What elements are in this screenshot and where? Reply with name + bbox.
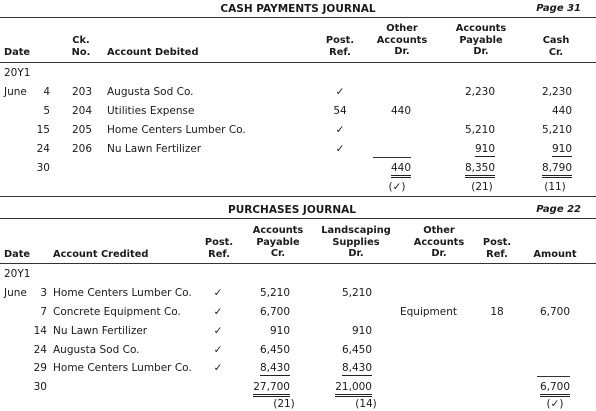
cpj-other-accounts-amount: 440 (390, 105, 411, 117)
pj-header-landscaping-supplies: Landscaping Supplies Dr. (321, 225, 391, 259)
pj-year: 20Y1 (4, 268, 31, 280)
cpj-day: 5 (43, 105, 50, 117)
pj-top-rule (0, 218, 596, 219)
pj-post-ref: ✓ (213, 344, 223, 356)
pj-accounts-payable-amount: 5,210 (259, 287, 290, 299)
cpj-post-ref: ✓ (335, 124, 345, 136)
pj-post-ref: ✓ (213, 306, 223, 318)
pj-supplies-total: 21,000 (327, 382, 372, 393)
cpj-month: June (4, 86, 27, 98)
pj-accounts-payable-amount: 6,700 (259, 306, 290, 318)
pj-ap-posting-ref: (21) (273, 398, 295, 410)
cpj-total-day: 30 (36, 162, 50, 174)
cpj-header-account-debited: Account Debited (107, 47, 199, 58)
pj-amount-total-rule (537, 376, 570, 377)
cpj-post-ref: ✓ (335, 86, 345, 98)
cpj-cash-amount: 5,210 (541, 124, 572, 136)
cpj-title: CASH PAYMENTS JOURNAL (220, 3, 376, 15)
cpj-page-number: Page 31 (536, 3, 581, 14)
cpj-post-ref: 54 (333, 105, 347, 117)
pj-page-number: Page 22 (536, 204, 581, 215)
pj-supplies-amount: 5,210 (341, 287, 372, 299)
pj-accounts-payable-amount: 8,430 (259, 362, 290, 374)
cpj-day: 4 (43, 86, 50, 98)
pj-account-credited: Concrete Equipment Co. (53, 306, 181, 318)
pj-amount-total: 6,700 (522, 382, 570, 393)
cpj-day: 15 (36, 124, 50, 136)
cpj-header-post-ref: Post. Ref. (325, 35, 355, 58)
cpj-account-debited: Utilities Expense (107, 105, 195, 117)
pj-header-amount: Amount (533, 249, 577, 260)
cpj-header-other-accounts: Other Accounts Dr. (376, 23, 428, 57)
cpj-check-number: 203 (72, 86, 93, 98)
pj-account-credited: Home Centers Lumber Co. (53, 287, 192, 299)
pj-accounts-payable-amount: 910 (269, 325, 290, 337)
pj-header-other-accounts: Other Accounts Dr. (413, 225, 465, 259)
cpj-other-accounts-total: 440 (370, 163, 411, 174)
cpj-day: 24 (36, 143, 50, 155)
pj-other-amount: 6,700 (539, 306, 570, 318)
pj-header-account-credited: Account Credited (53, 249, 149, 260)
cpj-account-debited: Nu Lawn Fertilizer (107, 143, 202, 155)
pj-supplies-amount: 6,450 (341, 344, 372, 356)
pj-header-rule (0, 263, 596, 264)
pj-day: 3 (40, 287, 47, 299)
cpj-cash-total: 8,790 (520, 163, 572, 174)
cpj-cash-amount: 910 (551, 143, 572, 155)
pj-amount-posting-ref: (✓) (546, 398, 564, 410)
pj-month: June (4, 287, 27, 299)
pj-account-credited: Augusta Sod Co. (53, 344, 140, 356)
cpj-accounts-payable-amount: 5,210 (464, 124, 495, 136)
cpj-bottom-rule (0, 196, 596, 197)
cpj-check-number: 205 (72, 124, 93, 136)
cpj-header-ck-no: Ck. No. (71, 35, 91, 58)
cpj-cash-amount: 440 (551, 105, 572, 117)
cpj-other-posting-ref: (✓) (388, 181, 406, 193)
pj-account-credited: Nu Lawn Fertilizer (53, 325, 148, 337)
pj-day: 24 (33, 344, 47, 356)
pj-supplies-posting-ref: (14) (355, 398, 377, 410)
cpj-cash-posting-ref: (11) (544, 181, 566, 193)
cpj-header-cash: Cash Cr. (542, 35, 570, 58)
cpj-other-total-rule (373, 157, 411, 158)
pj-other-account-name: Equipment (400, 306, 457, 318)
cpj-top-rule (0, 17, 596, 18)
pj-day: 14 (33, 325, 47, 337)
cpj-accounts-payable-amount: 2,230 (464, 86, 495, 98)
pj-post-ref: ✓ (213, 362, 223, 374)
pj-title: PURCHASES JOURNAL (228, 204, 356, 216)
pj-supplies-amount: 8,430 (341, 362, 372, 374)
pj-supplies-amount: 910 (351, 325, 372, 337)
pj-header-post-ref-2: Post. Ref. (482, 237, 512, 260)
cpj-cash-amount: 2,230 (541, 86, 572, 98)
cpj-header-accounts-payable: Accounts Payable Dr. (455, 23, 507, 57)
pj-header-accounts-payable: Accounts Payable Cr. (252, 225, 304, 259)
pj-day: 29 (33, 362, 47, 374)
pj-accounts-payable-amount: 6,450 (259, 344, 290, 356)
pj-post-ref-2: 18 (490, 306, 504, 318)
cpj-accounts-payable-amount: 910 (474, 143, 495, 155)
cpj-accounts-payable-total: 8,350 (448, 163, 495, 174)
pj-header-date: Date (4, 249, 31, 260)
cpj-year: 20Y1 (4, 67, 31, 79)
cpj-ap-posting-ref: (21) (471, 181, 493, 193)
cpj-account-debited: Home Centers Lumber Co. (107, 124, 246, 136)
pj-account-credited: Home Centers Lumber Co. (53, 362, 192, 374)
cpj-account-debited: Augusta Sod Co. (107, 86, 194, 98)
pj-post-ref: ✓ (213, 287, 223, 299)
cpj-check-number: 206 (72, 143, 93, 155)
pj-post-ref: ✓ (213, 325, 223, 337)
pj-header-post-ref: Post. Ref. (204, 237, 234, 260)
cpj-header-date: Date (4, 47, 31, 58)
pj-total-day: 30 (33, 381, 47, 393)
pj-day: 7 (40, 306, 47, 318)
cpj-header-rule (0, 62, 596, 63)
cpj-post-ref: ✓ (335, 143, 345, 155)
cpj-check-number: 204 (72, 105, 93, 117)
pj-accounts-payable-total: 27,700 (247, 382, 290, 393)
